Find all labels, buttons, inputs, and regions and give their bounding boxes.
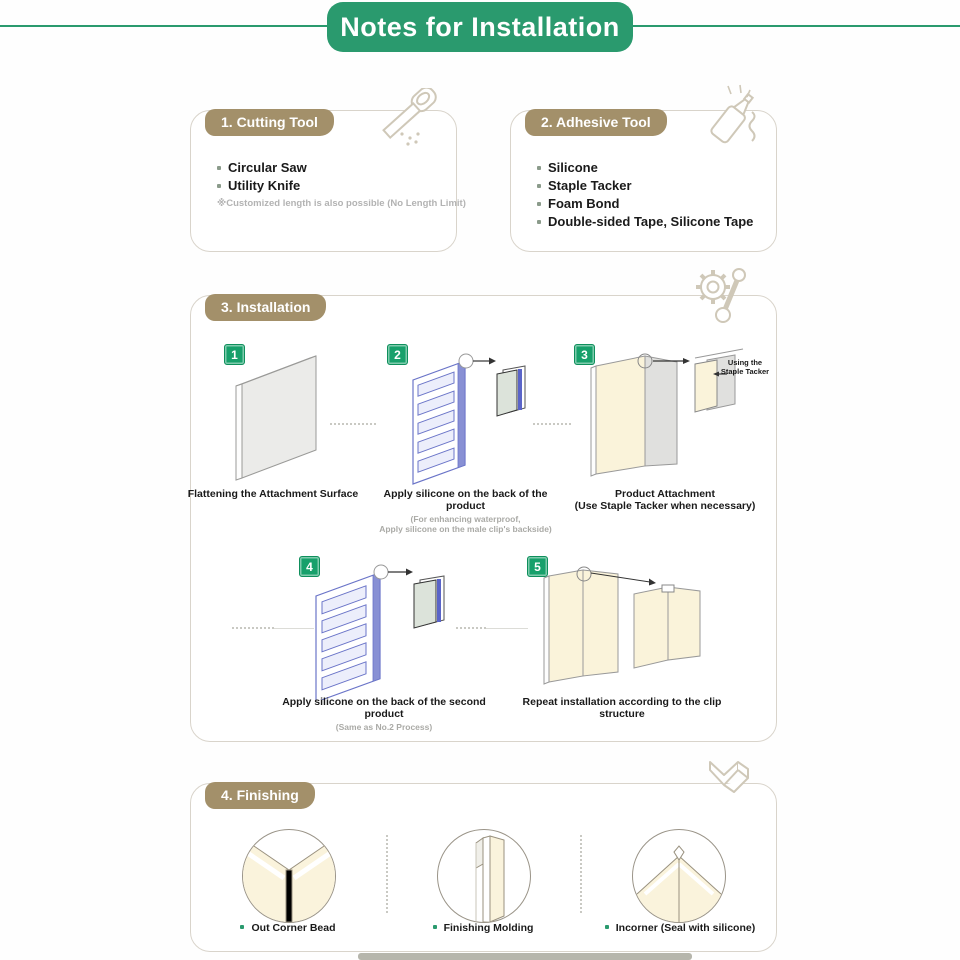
list-item xyxy=(537,159,753,177)
list-item-label: Foam Bond xyxy=(548,196,620,211)
list-item xyxy=(217,177,466,195)
finishing-item-caption xyxy=(212,922,364,934)
list-item-label: Staple Tacker xyxy=(548,178,632,193)
step-5-repeat-illustration xyxy=(538,560,708,700)
step-2-caption xyxy=(368,488,563,534)
list-item-label: Double-sided Tape, Silicone Tape xyxy=(548,214,754,229)
bullet-dot xyxy=(537,184,541,188)
page-title-banner xyxy=(327,2,633,52)
out-corner-bead-illustration xyxy=(242,829,336,923)
bullet-dot xyxy=(605,925,609,929)
caption-text: Apply silicone on the back of the product xyxy=(383,488,548,512)
dotted-separator xyxy=(533,423,571,425)
step-3-badge: 3 xyxy=(574,344,595,365)
bullet-dot xyxy=(537,166,541,170)
step-1-caption xyxy=(183,488,363,500)
dotted-separator xyxy=(456,627,486,629)
cutting-note: ※Customized length is also possible (No Length Limit) xyxy=(217,198,466,209)
dotted-separator xyxy=(232,627,274,629)
caption-subtext: Apply silicone on the male clip's backside) xyxy=(379,524,552,534)
step-4-caption xyxy=(278,696,490,732)
incorner-illustration xyxy=(632,829,726,923)
page-title: Notes for Installation xyxy=(340,11,620,42)
solid-separator xyxy=(486,628,528,629)
solid-separator xyxy=(274,628,314,629)
step-2-silicone-illustration xyxy=(393,346,529,491)
caption-text: Incorner (Seal with silicone) xyxy=(615,922,756,934)
step-4-silicone-illustration xyxy=(300,560,452,705)
caption-subtext: (Use Staple Tacker when necessary) xyxy=(574,500,756,512)
caption-text: Apply silicone on the back of the second product xyxy=(282,696,486,720)
caption-subtext: (Same as No.2 Process) xyxy=(335,722,433,732)
adhesive-tool-list xyxy=(537,159,753,231)
list-item-label: Silicone xyxy=(548,160,598,175)
gear-wrench-icon xyxy=(688,264,754,330)
dotted-separator xyxy=(386,835,388,913)
bullet-dot xyxy=(240,925,244,929)
bullet-dot xyxy=(217,184,221,188)
hand-saw-icon xyxy=(378,88,446,152)
step-1-badge: 1 xyxy=(224,344,245,365)
bullet-dot xyxy=(537,220,541,224)
list-item xyxy=(537,177,753,195)
section-adhesive-label: 2. Adhesive Tool xyxy=(525,109,667,136)
step-5-caption xyxy=(510,696,734,720)
annotation-line: Using the xyxy=(727,358,763,367)
annotation-line: Staple Tacker xyxy=(720,367,770,376)
step-1-panel-illustration xyxy=(228,350,324,487)
dotted-separator xyxy=(330,423,376,425)
caption-text: Out Corner Bead xyxy=(251,922,336,934)
caption-text: Finishing Molding xyxy=(443,922,534,934)
bullet-dot xyxy=(217,166,221,170)
step-5-badge: 5 xyxy=(527,556,548,577)
bullet-dot xyxy=(433,925,437,929)
step-3-caption xyxy=(570,488,760,512)
step-4-badge: 4 xyxy=(299,556,320,577)
section-installation-label: 3. Installation xyxy=(205,294,326,321)
dotted-separator xyxy=(580,835,582,913)
list-item xyxy=(217,159,466,177)
step-3-annotation xyxy=(718,358,772,376)
finishing-molding-illustration xyxy=(437,829,531,923)
finishing-item-caption xyxy=(590,922,770,934)
list-item xyxy=(537,213,753,231)
list-item xyxy=(537,195,753,213)
section-finishing-label: 4. Finishing xyxy=(205,782,315,809)
list-item-label: Circular Saw xyxy=(228,160,307,175)
finishing-item-caption xyxy=(407,922,559,934)
caption-subtext: (For enhancing waterproof, xyxy=(410,514,521,524)
step-2-badge: 2 xyxy=(387,344,408,365)
list-item-label: Utility Knife xyxy=(228,178,301,193)
page-bottom-bar xyxy=(358,953,692,960)
section-cutting-label: 1. Cutting Tool xyxy=(205,109,334,136)
bullet-dot xyxy=(537,202,541,206)
caption-text: Flattening the Attachment Surface xyxy=(187,488,359,500)
glue-bottle-icon xyxy=(698,84,766,150)
caption-text: Repeat installation according to the clip structure xyxy=(522,696,722,720)
caption-text: Product Attachment xyxy=(615,488,715,500)
corner-bead-icon xyxy=(702,758,754,806)
cutting-tool-list xyxy=(217,159,466,209)
